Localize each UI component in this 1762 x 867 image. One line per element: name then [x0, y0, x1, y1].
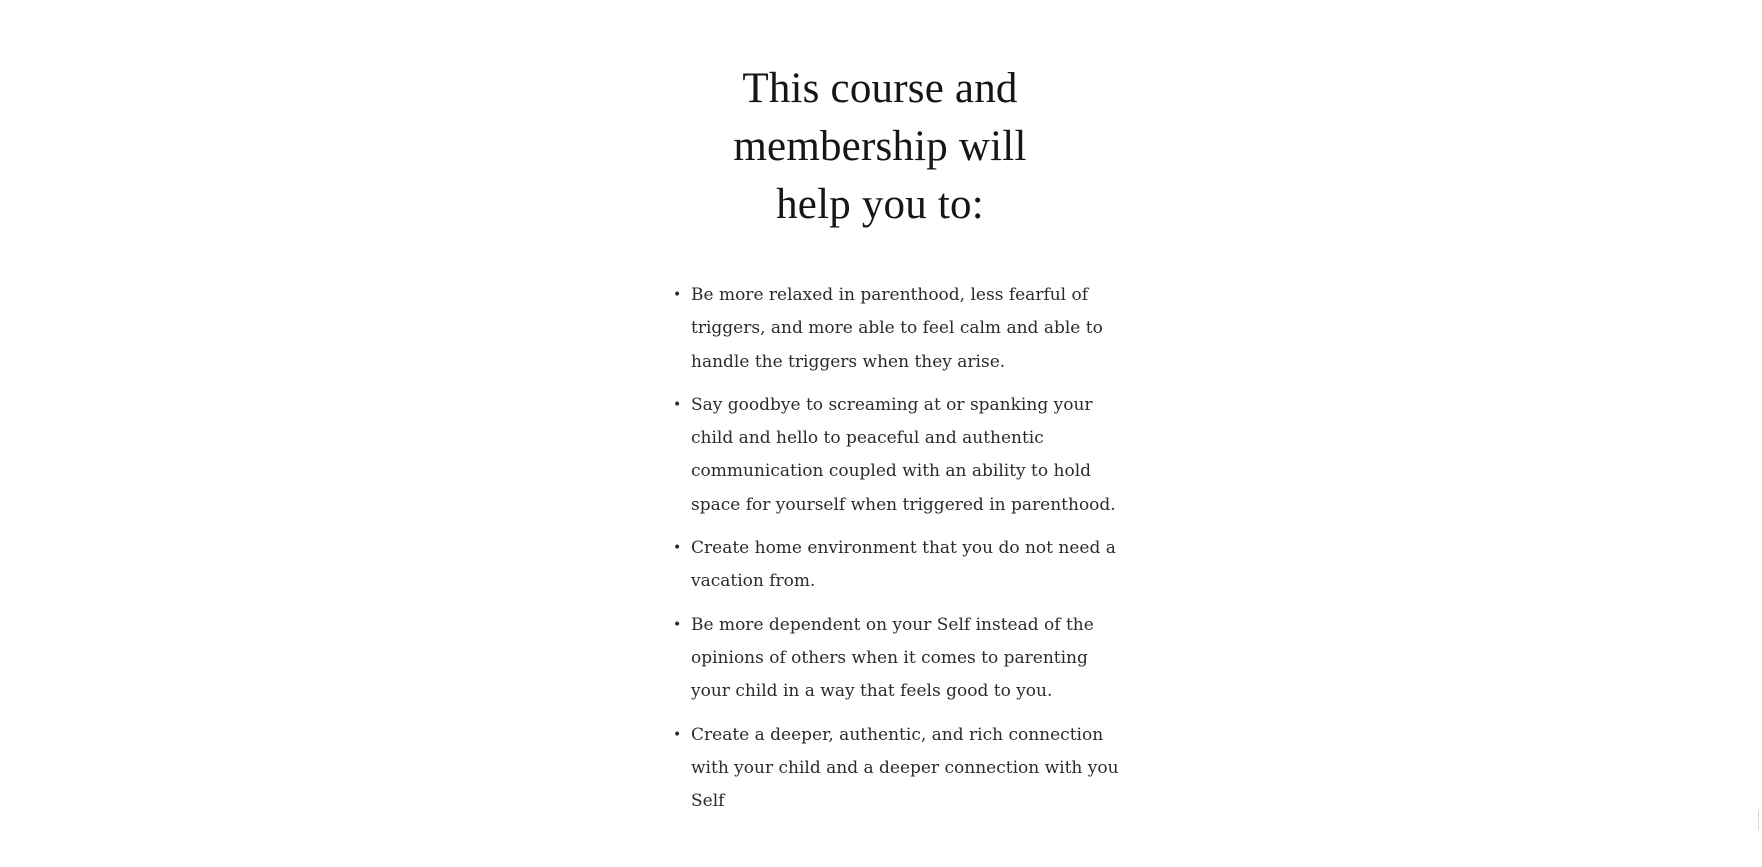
- benefit-text: [691, 609, 1113, 709]
- section-heading: [680, 60, 1080, 234]
- benefit-line: communication coupled with an ability to hold: [691, 461, 1092, 482]
- benefit-line: vacation from.: [691, 571, 816, 592]
- benefit-line: Be more dependent on your Self instead of the: [691, 614, 1094, 635]
- benefit-line: your child in a way that feels good to you.: [691, 681, 1053, 702]
- benefit-text: [691, 719, 1119, 819]
- heading-line: help you to:: [776, 181, 984, 228]
- benefit-line: space for yourself when triggered in parenthood.: [691, 494, 1116, 515]
- scroll-edge-indicator: [1758, 808, 1762, 830]
- benefits-list: [673, 279, 1119, 828]
- bullet-icon: •: [673, 540, 682, 557]
- benefit-line: triggers, and more able to feel calm and able to: [691, 318, 1103, 339]
- benefit-item: [673, 279, 1113, 379]
- benefit-line: Say goodbye to screaming at or spanking your: [691, 394, 1093, 415]
- benefit-text: [691, 532, 1116, 599]
- benefit-line: with your child and a deeper connection with you: [691, 757, 1119, 778]
- heading-line: This course and: [742, 65, 1018, 112]
- benefit-item: [673, 389, 1116, 522]
- benefit-line: opinions of others when it comes to parenting: [691, 647, 1088, 668]
- bullet-icon: •: [673, 396, 682, 413]
- benefit-line: child and hello to peaceful and authentic: [691, 428, 1044, 449]
- bullet-icon: •: [673, 726, 682, 743]
- benefit-line: Create home environment that you do not need a: [691, 538, 1116, 559]
- bullet-icon: •: [673, 287, 682, 303]
- benefit-line: Self: [691, 791, 725, 812]
- benefit-item: [673, 719, 1119, 819]
- benefit-line: Be more relaxed in parenthood, less fearful of: [691, 285, 1089, 305]
- heading-line: membership will: [733, 123, 1027, 170]
- benefit-item: [673, 532, 1116, 599]
- benefit-text: [691, 389, 1116, 522]
- benefit-line: Create a deeper, authentic, and rich connection: [691, 724, 1104, 745]
- bullet-icon: •: [673, 616, 682, 633]
- benefit-text: [691, 279, 1113, 379]
- benefit-line: handle the triggers when they arise.: [691, 351, 1006, 372]
- benefit-item: [673, 609, 1113, 709]
